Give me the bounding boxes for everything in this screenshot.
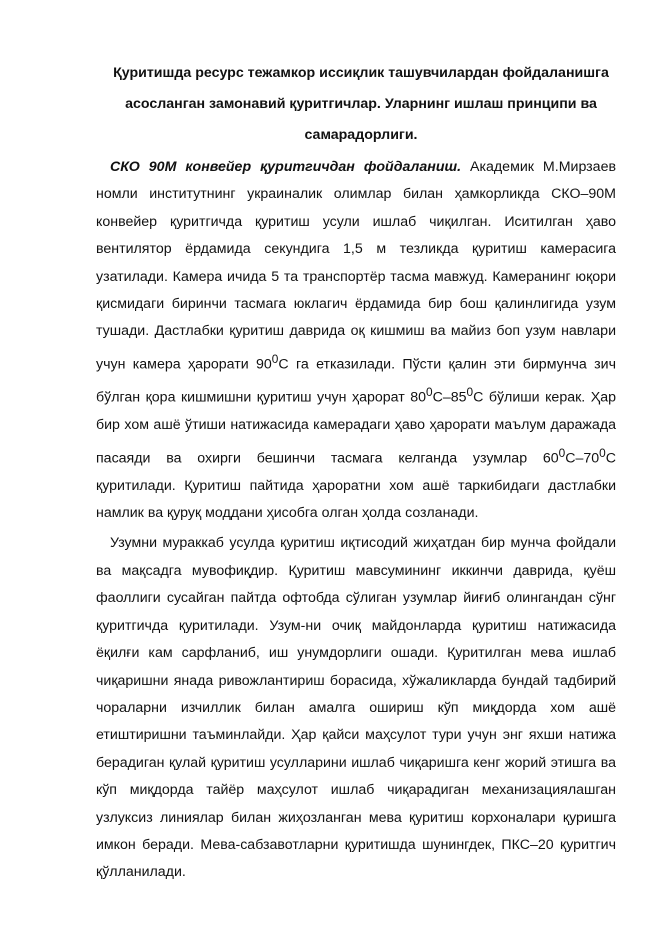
paragraph-sko-90m bbox=[96, 154, 616, 527]
degree-superscript: 0 bbox=[558, 445, 566, 460]
paragraph-text-segment: С га етказилади. Пўсти қалин эти бирмунча зич бўлган қора кишмишни қуритиш учун ҳарорат 80 bbox=[96, 356, 617, 406]
paragraph-text-segment: С қуритилади. Қуритиш пайтида ҳароратни хом ашё таркибидаги дастлабки намлик ва қуруқ моддани ҳисобга олган ҳолда созланади. bbox=[96, 450, 616, 522]
degree-superscript: 0 bbox=[466, 384, 474, 399]
section-heading: Қуритишда ресурс тежамкор иссиқлик ташувчилардан фойдаланишга асосланган замонавий қуритгичлар. Уларнинг ишлаш принципи ва самарадорлиги. bbox=[113, 65, 609, 143]
paragraph-text-segment: С–85 bbox=[432, 389, 467, 406]
paragraph-text-segment: С бўлиши керак. Ҳар бир хом ашё ўтиши натижасида камерадаги ҳаво ҳарорати маълум даражада пасаяди ва охирги бешинчи тасмага келганда узумлар 60 bbox=[96, 389, 616, 467]
paragraph-text-segment: С–70 bbox=[565, 450, 600, 467]
paragraph-combined-drying: Узумни мураккаб усулда қуритиш иқтисодий жиҳатдан бир мунча фойдали ва мақсадга мувофиқдир. Қуритиш мавсумининг иккинчи даврида, қуёш фаоллиги сусайган пайтда офтобда сўлиган узумлар йиғиб олингандан сўнг қуритгичда қуритилади. Узум-ни очиқ майдонларда қуритиш натижасида ёқилғи кам сарфланиб, иш унумдорлиги ошади. Қуритилган мева ишлаб чиқаришни янада ривожлантириш борасида, хўжаликларда бундай тадбирий чораларни изчиллик билан амалга ошириш кўп миқдорда хом ашё етиштиришни таъминлайди. Ҳар қайси маҳсулот тури учун энг яхши натижа берадиган қулай қуритиш усулларини ишлаб чиқаришга кенг жорий этишга ва кўп миқдорда тайёр маҳсулот ишлаб чиқарадиган механизациялашган узлуксиз линиялар билан жиҳозланган мева қуритиш корхоналари қуришга имкон беради. Мева-сабзавотларни қуритишда шунингдек, ПКС–20 қуритгич қўлланилади. bbox=[96, 535, 616, 881]
degree-superscript: 0 bbox=[271, 351, 279, 366]
document-page bbox=[96, 58, 616, 887]
paragraph-lead: СКО 90М конвейер қуритгичдан фойдаланиш. bbox=[110, 159, 462, 175]
degree-superscript: 0 bbox=[599, 445, 606, 460]
degree-superscript: 0 bbox=[425, 384, 433, 399]
paragraph-text-segment: Академик М.Мирзаев номли институтнинг украиналик олимлар билан ҳамкорликда СКО–90М конвейер қуритгичда қуритиш усули ишлаб чиқилган. Иситилган ҳаво вентилятор ёрдамида секундига 1,5 м тезликда қуритиш камерасига узатилади. Камера ичида 5 та транспортёр тасма мавжуд. Камеранинг юқори қисмидаги биринчи тасмага юклагич ёрдамида бир бош қалинлигида узум тушади. Дастлабки қуритиш даврида оқ кишмиш ва майиз боп узум навлари учун камера ҳарорати 90 bbox=[96, 159, 616, 373]
